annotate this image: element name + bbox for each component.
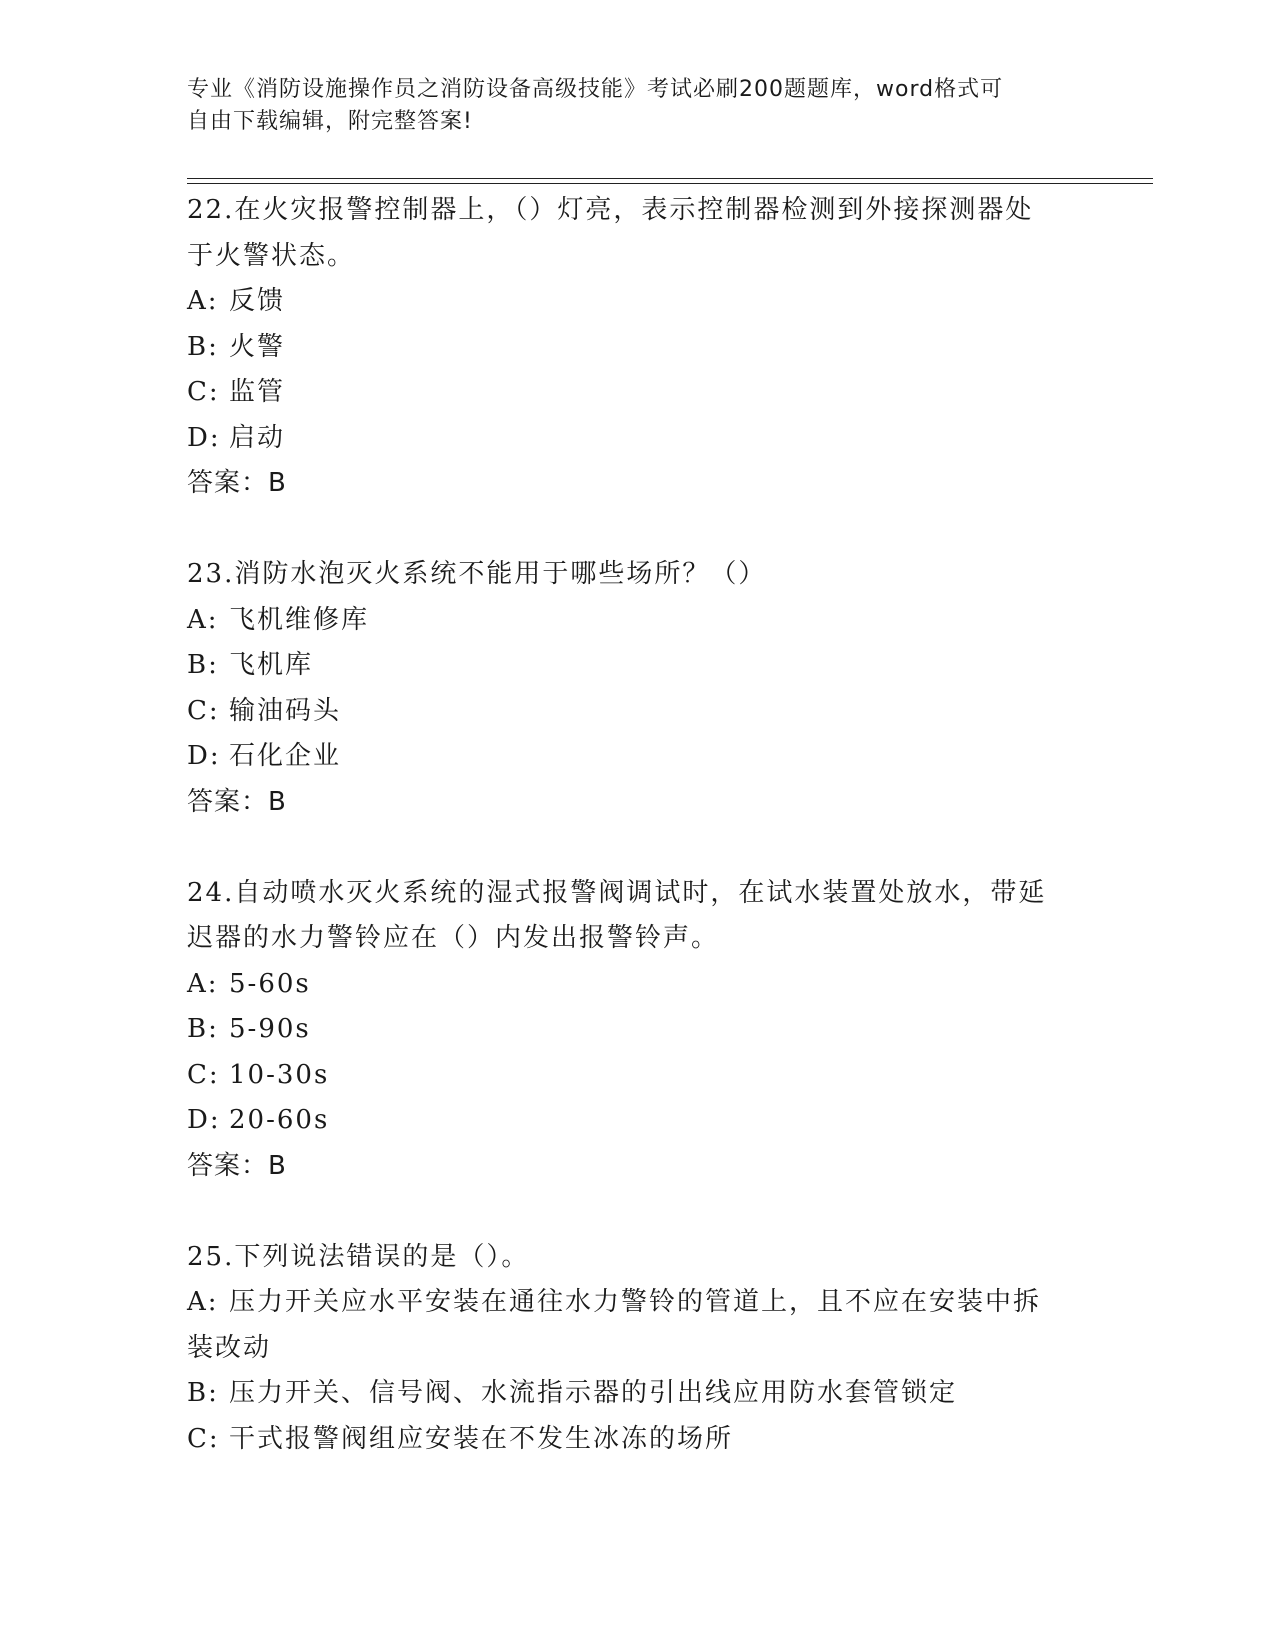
question-25 xyxy=(187,1235,1087,1463)
option-d xyxy=(187,734,1087,780)
option-letter: C: xyxy=(187,377,220,407)
option-a-continued: 装改动 xyxy=(187,1332,272,1363)
header-line-1: 专业《消防设施操作员之消防设备高级技能》考试必刷200题题库，word格式可 xyxy=(187,77,1004,102)
option-c xyxy=(187,1053,1087,1099)
option-d xyxy=(187,416,1087,462)
spacer xyxy=(187,1189,1087,1235)
header-divider-bottom xyxy=(187,183,1153,184)
option-a xyxy=(187,1280,1087,1326)
question-list xyxy=(187,188,1087,1462)
option-text: 5-90s xyxy=(229,1014,311,1044)
option-text: 监管 xyxy=(229,377,286,407)
option-text: 火警 xyxy=(229,331,286,362)
option-text: 10-30s xyxy=(229,1059,330,1090)
option-letter: B: xyxy=(187,331,219,362)
option-letter: A: xyxy=(187,604,219,635)
answer-line: 答案：B xyxy=(187,786,287,817)
question-stem-line: 23.消防水泡灭火系统不能用于哪些场所？（） xyxy=(187,559,767,589)
question-stem-line: 24.自动喷水灭火系统的湿式报警阀调试时，在试水装置处放水，带延 xyxy=(187,877,1047,908)
answer-line: 答案：B xyxy=(187,1150,287,1181)
question-stem-line: 22.在火灾报警控制器上，（）灯亮，表示控制器检测到外接探测器处 xyxy=(187,195,1034,225)
option-c xyxy=(187,689,1087,735)
header-line-2: 自由下载编辑，附完整答案! xyxy=(187,109,473,134)
option-text: 飞机库 xyxy=(229,650,314,680)
option-c xyxy=(187,370,1087,416)
option-text: 输油码头 xyxy=(229,695,342,726)
question-22 xyxy=(187,188,1087,507)
answer-line: 答案：B xyxy=(187,468,287,498)
question-stem-line: 25.下列说法错误的是（）。 xyxy=(187,1241,530,1272)
header-divider-top xyxy=(187,178,1153,179)
option-text: 20-60s xyxy=(229,1105,330,1135)
option-letter: D: xyxy=(187,422,221,453)
option-a xyxy=(187,279,1087,325)
question-23 xyxy=(187,552,1087,825)
option-letter: D: xyxy=(187,1105,221,1135)
option-b xyxy=(187,643,1087,689)
question-stem-line: 迟器的水力警铃应在（）内发出报警铃声。 xyxy=(187,923,720,953)
option-letter: B: xyxy=(187,1378,219,1408)
option-text: 启动 xyxy=(229,422,286,453)
option-c xyxy=(187,1417,1087,1463)
option-letter: B: xyxy=(187,1014,219,1044)
option-letter: A: xyxy=(187,968,219,999)
option-a xyxy=(187,598,1087,644)
option-letter: D: xyxy=(187,741,221,771)
option-b xyxy=(187,325,1087,371)
option-letter: A: xyxy=(187,286,219,316)
option-text: 压力开关应水平安装在通往水力警铃的管道上，且不应在安装中拆 xyxy=(229,1287,1042,1317)
spacer xyxy=(187,825,1087,871)
option-d xyxy=(187,1098,1087,1144)
document-header xyxy=(187,74,1067,138)
option-letter: C: xyxy=(187,695,220,726)
option-text: 飞机维修库 xyxy=(229,604,370,635)
spacer xyxy=(187,507,1087,553)
option-text: 石化企业 xyxy=(229,741,342,771)
option-text: 压力开关、信号阀、水流指示器的引出线应用防水套管锁定 xyxy=(229,1378,958,1408)
option-b xyxy=(187,1371,1087,1417)
option-text: 干式报警阀组应安装在不发生冰冻的场所 xyxy=(229,1423,734,1454)
option-letter: A: xyxy=(187,1287,219,1317)
option-b xyxy=(187,1007,1087,1053)
question-24 xyxy=(187,871,1087,1190)
option-letter: B: xyxy=(187,650,219,680)
option-text: 5-60s xyxy=(229,968,311,999)
option-letter: C: xyxy=(187,1059,220,1090)
option-a xyxy=(187,962,1087,1008)
question-stem-line: 于火警状态。 xyxy=(187,240,356,271)
option-text: 反馈 xyxy=(229,286,286,316)
option-letter: C: xyxy=(187,1423,220,1454)
